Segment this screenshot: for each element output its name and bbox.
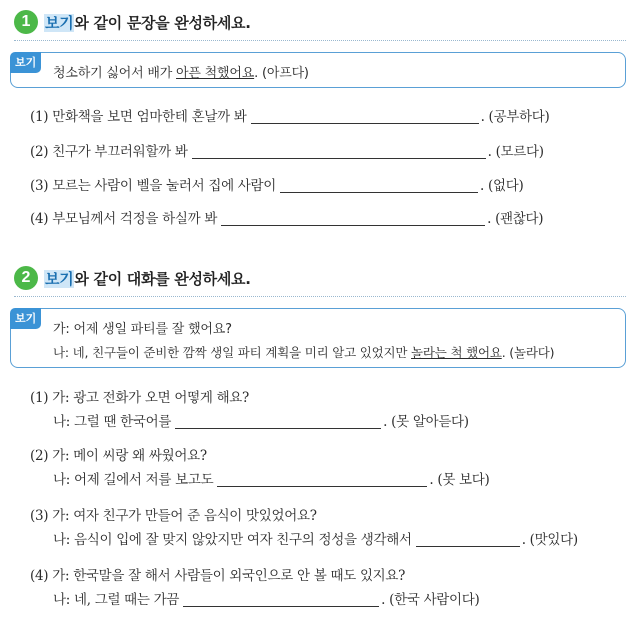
answer-blank[interactable]: [175, 413, 381, 429]
exercise-2-3-answer: 나: 음식이 입에 잘 맞지 않았지만 여자 친구의 정성을 생각해서 . (맛있다): [53, 532, 578, 548]
section-2-heading: [14, 266, 251, 290]
answer-blank[interactable]: [183, 591, 379, 607]
section-1-example-sentence: 청소하기 싫어서 배가 아픈 척했어요. (아프다): [53, 66, 309, 81]
answer-blank[interactable]: [217, 471, 427, 487]
exercise-2-1-answer: 나: 그럴 땐 한국어를 . (못 알아듣다): [53, 414, 469, 430]
section-2-example-line-1: 가: 어제 생일 파티를 잘 했어요?: [53, 322, 232, 337]
exercise-1-3: (3) 모르는 사람이 벨을 눌러서 집에 사람이 . (없다): [30, 178, 524, 194]
exercise-2-2-answer: 나: 어제 길에서 저를 보고도 . (못 보다): [53, 472, 490, 488]
exercise-2-4-answer: 나: 네, 그럴 때는 가끔 . (한국 사람이다): [53, 592, 480, 608]
answer-blank[interactable]: [192, 143, 486, 159]
exercise-2-3-question: (3) 가: 여자 친구가 만들어 준 음식이 맛있었어요?: [30, 508, 317, 524]
section-1-example-tag: 보기: [10, 52, 41, 73]
section-1-example-box: [10, 52, 626, 88]
section-2-title-keyword: 보기: [45, 269, 74, 288]
section-2-example-tag: 보기: [10, 308, 41, 329]
answer-blank[interactable]: [251, 108, 479, 124]
section-1-heading: [14, 10, 251, 34]
section-1-divider: [14, 40, 626, 41]
exercise-2-4-question: (4) 가: 한국말을 잘 해서 사람들이 외국인으로 안 볼 때도 있지요?: [30, 568, 406, 584]
section-2-title: 와 같이 대화를 완성하세요.: [74, 269, 251, 288]
section-2-number-badge: 2: [14, 266, 38, 290]
exercise-1-2: (2) 친구가 부끄러워할까 봐 . (모르다): [30, 144, 544, 160]
section-2-example-line-2: 나: 네, 친구들이 준비한 깜짝 생일 파티 계획을 미리 알고 있었지만 놀라는 척 했어요. (놀라다): [53, 345, 555, 360]
section-1-number-badge: 1: [14, 10, 38, 34]
section-2-example-box: [10, 308, 626, 368]
exercise-2-1-question: (1) 가: 광고 전화가 오면 어떻게 해요?: [30, 390, 249, 406]
exercise-2-2-question: (2) 가: 메이 씨랑 왜 싸웠어요?: [30, 448, 207, 464]
exercise-1-4: (4) 부모님께서 걱정을 하실까 봐 . (괜찮다): [30, 211, 544, 227]
section-1-title: 와 같이 문장을 완성하세요.: [74, 13, 251, 32]
section-2-divider: [14, 296, 626, 297]
example-underlined-answer: 놀라는 척 했어요: [411, 345, 502, 360]
answer-blank[interactable]: [221, 210, 485, 226]
example-underlined-answer: 아픈 척했어요: [176, 66, 255, 81]
answer-blank[interactable]: [416, 531, 520, 547]
section-1-title-keyword: 보기: [45, 13, 74, 32]
exercise-1-1: (1) 만화책을 보면 엄마한테 혼날까 봐 . (공부하다): [30, 109, 550, 125]
answer-blank[interactable]: [280, 177, 478, 193]
